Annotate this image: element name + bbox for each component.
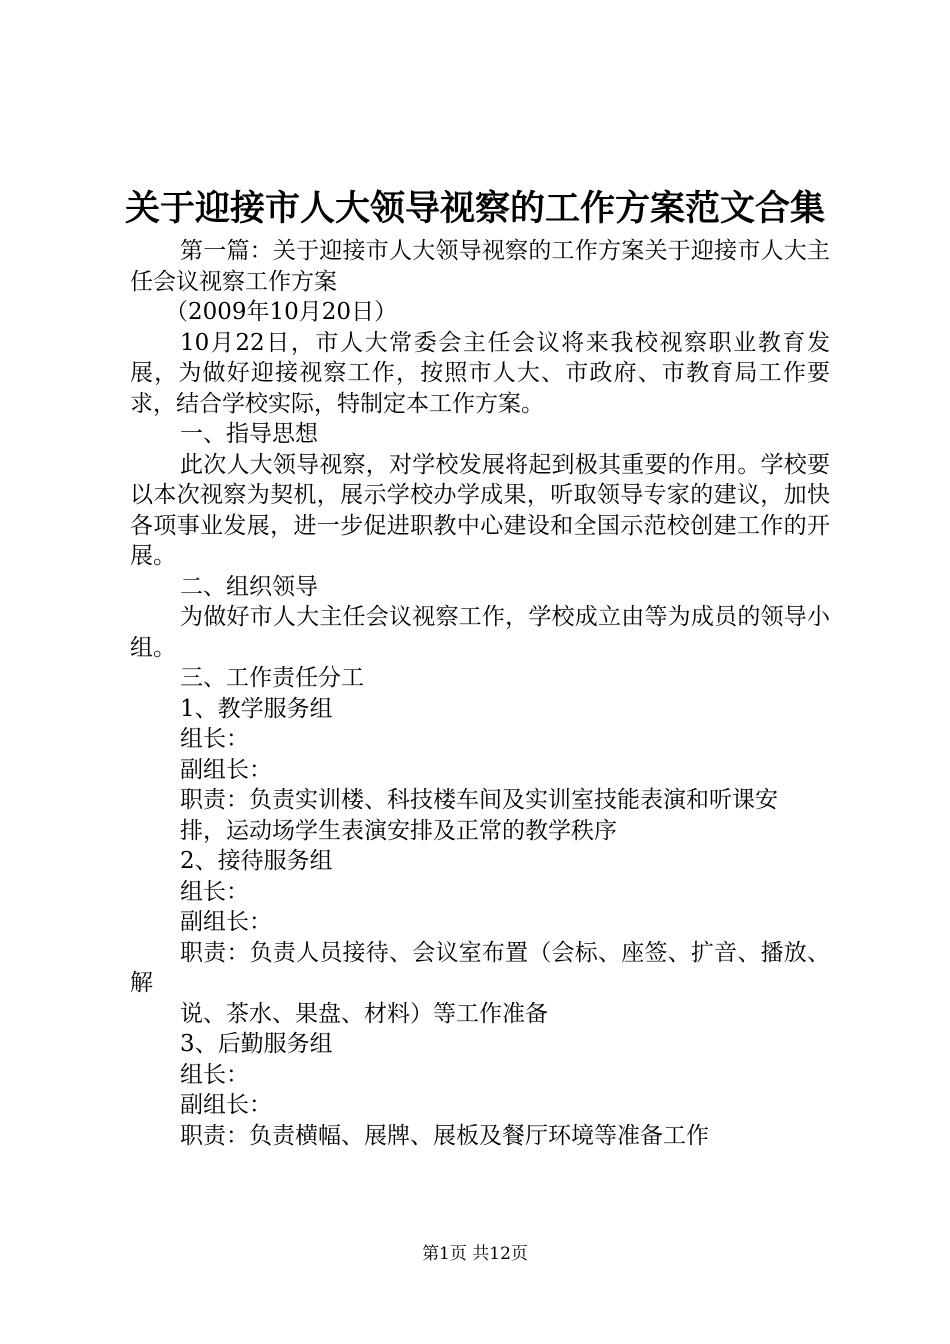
group-logistics-duty: 职责：负责横幅、展牌、展板及餐厅环境等准备工作	[180, 1122, 709, 1149]
heading-organization: 二、组织领导	[180, 573, 318, 600]
group-logistics-title: 3、后勤服务组	[180, 1031, 333, 1057]
page-indicator: 第1页 共12页	[422, 1244, 528, 1264]
document-body	[130, 236, 830, 1151]
group-teaching-duty: 职责：负责实训楼、科技楼车间及实训室技能表演和听课安	[180, 787, 778, 813]
heading-guiding-ideology: 一、指导思想	[180, 421, 318, 447]
group-reception-duty-cont: 说、茶水、果盘、材料）等工作准备	[180, 1000, 548, 1027]
group-teaching-title: 1、教学服务组	[180, 695, 333, 722]
group-logistics-leader: 组长：	[180, 1061, 249, 1088]
document-title: 关于迎接市人大领导视察的工作方案范文合集	[124, 189, 825, 229]
paragraph-intro: 10月22日，市人大常委会主任会议将来我校视察职业教育发展，为做好迎接视察工作，按照市人大、市政府、市教育局工作要求，结合学校实际，特制定本工作方案。	[130, 329, 830, 417]
group-reception-duty: 职责：负责人员接待、会议室布置（会标、座签、扩音、播放、解	[130, 939, 830, 996]
group-reception-deputy: 副组长：	[180, 909, 272, 935]
paragraph-guiding-ideology: 此次人大领导视察，对学校发展将起到极其重要的作用。学校要以本次视察为契机，展示学校办学成果，听取领导专家的建议，加快各项事业发展，进一步促进职教中心建设和全国示范校创建工作的开展。	[130, 451, 830, 569]
paragraph-section-one-heading: 第一篇：关于迎接市人大领导视察的工作方案关于迎接市人大主任会议视察工作方案	[130, 238, 830, 295]
paragraph-organization: 为做好市人大主任会议视察工作，学校成立由等为成员的领导小组。	[130, 604, 830, 661]
group-reception-leader: 组长：	[180, 878, 249, 905]
group-teaching-deputy: 副组长：	[180, 756, 272, 783]
group-reception-title: 2、接待服务组	[180, 848, 333, 874]
group-teaching-duty-cont: 排，运动场学生表演安排及正常的教学秩序	[180, 817, 617, 844]
paragraph-date: （2009年10月20日）	[165, 299, 398, 325]
group-logistics-deputy: 副组长：	[180, 1092, 272, 1118]
heading-responsibilities: 三、工作责任分工	[180, 665, 364, 691]
group-teaching-leader: 组长：	[180, 726, 249, 752]
